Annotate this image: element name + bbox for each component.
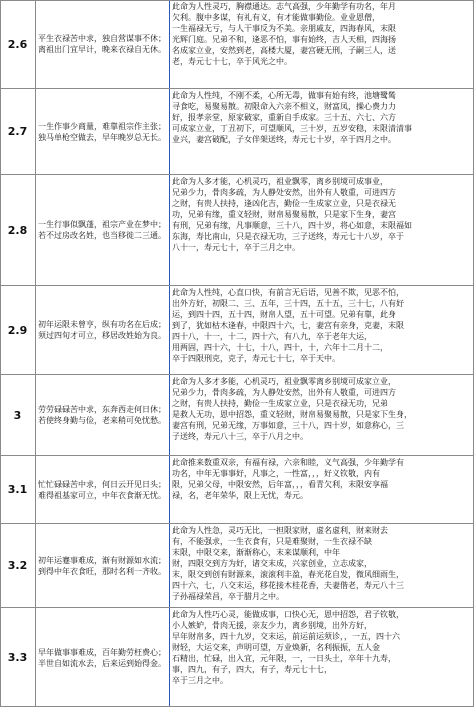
description-text: 此命为人性纯，不刚不柔，心所无毒，做事有始有终，池塘鹭鸶 寻食吃，易聚易散。初限命入六亲不相义，财富凤，操心费力力 好，报孝亲堂，原家破家，重新自手成家。三十五、六七、六方 可成家立业，丁丑初下，可望顺风，三十岁，五岁安稳，末限清清事 业兴，妻宫破配，子女伴架送终，寿元七十岁，卒于四月之中。 — [172, 91, 412, 144]
poem-cell — [36, 175, 170, 285]
row-number: 3.1 — [0, 456, 36, 523]
poem-text: 初年运蹇事难成，渐有财源如水流； 到得中年衣食旺，那时名利一齐收。 — [38, 555, 166, 576]
poem-cell — [36, 286, 170, 374]
description-text: 此命为人性纯，心直口快，有前言无后语，见善不欺，见恶不怕， 出外方好，初限二、三、五年，三十四，五十五，三十七，八有好 运，到四十四，五十四，财帛人望，五十可望。兄弟有靠，此身 到了，犹如枯木逢春，中限四十六，七，妻宫有亲身，克妻，末限 四十八，十一，十二，四十六，有八九，卒于老年大运， 用两固，四十六，十七，十八，四十，十，六年十二月十二， 卒于四限刑克，克子，寿元七十七，卒于天中。 — [172, 288, 404, 363]
description-cell — [170, 375, 474, 455]
description-text: 此命为人性急，灵巧无比，一担限家财，虚名虚利，财来财去 有，不能强求，一生衣食有，只是难聚财，一生衣禄不缺 末限，中限交来，渐渐称心，末来谋顺利，中年 财，四限交到方为好，诸交末成，兴家创业，立志成家， 末，限交到创有財源来，滚滚利丰盈，春光花自发，微风细雨生， 四十六，七，八交末运，移花接木桂花香，夫妻偕老，寿元八十三 子孙福禄荣昌，卒于腊月之中。 — [172, 526, 404, 601]
table-row — [0, 286, 474, 375]
poem-text: 一生行事似飘蓬，祖宗产业在梦中； 若不过房改名姓，也当移徙二三通。 — [38, 220, 166, 240]
row-number: 2.8 — [0, 175, 36, 285]
row-number: 2.7 — [0, 89, 36, 174]
poem-cell — [36, 375, 170, 455]
row-number: 2.9 — [0, 286, 36, 374]
description-text: 此命为人多才能，心机灵巧，祖业飘零，离乡别境可成事业， 兄弟少力，骨肉多疏，为人静处安然，出外有人敬重，可进四方 之财，有贵人扶持，逢凶化吉，勤俭一生成家立业，只是衣禄无 功，兄弟有缘，重义轻财，财帛易聚易散，只是家下生身，妻宫 有刑，兄弟有缘，凡事顺意，三十八，四十岁，将心如意，末限福如 东海，寿比南山，只是衣禄无功，三子送终，寿元七十八岁，卒于 八十一，寿元七十，卒于三月之中。 — [172, 177, 412, 252]
description-cell — [170, 175, 474, 285]
description-cell — [170, 0, 474, 88]
description-text: 此命推来数重双亲，有福有禄，六亲和睦，义气高强，少年勤学有 功名，中年无事事好，凡事之，一性富，，，好义钦敬，内有 限，兄弟父母，中限安然，后年富，，，看青欠利，末限安享福 禄，名，老年荣华，限上无忧，寿元。 — [172, 458, 404, 500]
description-cell — [170, 524, 474, 607]
table-row — [0, 0, 474, 89]
description-text: 此命为人性灵巧，胸襟通达。志气高强，少年勤学有功名，年月 欠利。腹中多谋，有礼有义，有才能做事勤俭。业业恩僧， 一生福禄无亏，与人干事反为不美。亲朋戚友，四海春风，末限 光辉门庭。兄弟不和，逢恶不怕，事有始终，吉人天相，四海扬 名成家立业，安然到老，高楼大厦，妻宫硬无刑，子嗣三人，送 老，寿元七十七，卒于风光之中。 — [172, 2, 396, 66]
description-cell — [170, 89, 474, 174]
table-row — [0, 375, 474, 456]
table-row — [0, 175, 474, 286]
poem-cell — [36, 89, 170, 174]
poem-cell — [36, 524, 170, 607]
table-row — [0, 608, 474, 707]
poem-text: 忙忙碌碌苦中求，何日云开见日头； 难得祖基家可立，中年衣食渐无忧。 — [38, 479, 166, 500]
description-text: 此命为人多才多能，心机灵巧，祖业飘零离乡别境可成家立业， 兄弟少力，骨肉多疏，为人静处安然，出外有人敬重，可进四方 之财，有贵人扶持，勤俭一生成家立业，只是衣禄无功，兄弟 是救人无功，恩中招怨，重义轻财，财帛易聚易散，只是家下生身， 妻宫有刑，兄弟无缘，万事如意，三十八，四十岁，如意称心，三 子送终，寿元八十三，卒于八月之中。 — [172, 377, 412, 441]
description-cell — [170, 608, 474, 707]
poem-text: 劳劳碌碌苦中求，东奔西走何日休； 若使终身勤与俭，老来稍可免忧愁。 — [38, 405, 166, 425]
table-row — [0, 456, 474, 524]
description-text: 此命为人性巧心灵，能做成事，口快心无，恩中招怨，君子钦敬， 小人嫉妒，骨肉无援，亲友少力，离乡别境，出外方好， 早年财帛多，四十九岁，交末运，前运前运须诊，，一五，四十六 财轻，大运交来，声明可望，万业焕新，名利振振，五人金 石精出，忙碌，出入宜，元年限，一，一日头土，卒年十九寿， 事，四九，有子，四大，有子，寿元七十七， 卒于三月之中。 — [172, 610, 404, 685]
row-number: 3 — [0, 375, 36, 455]
poem-text: 平生衣禄苦中求，独自营谋事不休； 离祖出门宜早计，晚来衣禄自无休。 — [38, 34, 166, 54]
description-cell — [170, 456, 474, 523]
table-row — [0, 89, 474, 175]
poem-text: 初年运限未曾亨，纵有功名在后成； 须过四旬才可立，移居改姓始为良。 — [38, 320, 166, 340]
description-cell — [170, 286, 474, 374]
row-number: 3.2 — [0, 524, 36, 607]
poem-cell — [36, 608, 170, 707]
poem-cell — [36, 0, 170, 88]
table-row — [0, 524, 474, 608]
poem-text: 早年做事事难成，百年勤劳枉费心； 半世自如流水去，后来运到始得金。 — [38, 647, 166, 668]
poem-cell — [36, 456, 170, 523]
row-number: 3.3 — [0, 608, 36, 707]
poem-text: 一生作事少商量，难靠祖宗作主张； 独马单枪空做去，早年晚岁总无长。 — [38, 121, 166, 142]
row-number: 2.6 — [0, 0, 36, 88]
